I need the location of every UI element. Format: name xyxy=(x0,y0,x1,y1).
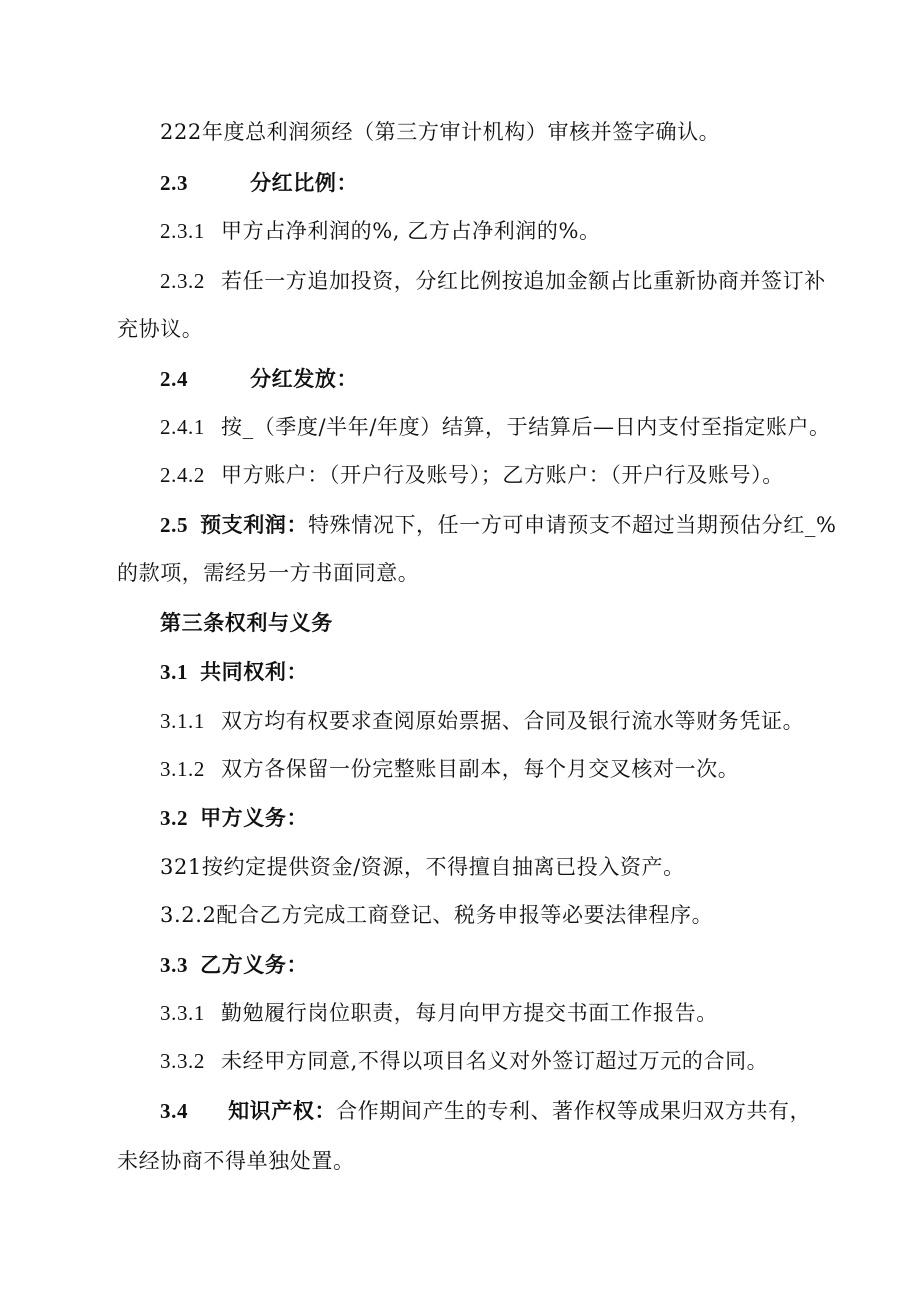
clause-text: 合作期间产生的专利、著作权等成果归双方共有， xyxy=(336,1099,812,1123)
clause-text: 勤勉履行岗位职责，每月向甲方提交书面工作报告。 xyxy=(221,1001,718,1025)
clause-3-3-2 xyxy=(160,1046,768,1076)
clause-text: 未经协商不得单独处置。 xyxy=(117,1149,355,1173)
section-number: 3.2 xyxy=(160,806,189,830)
clause-2-5 xyxy=(160,510,837,540)
heading-3-3 xyxy=(160,950,308,980)
clause-3-4 xyxy=(160,1096,811,1126)
heading-text: 分红比例： xyxy=(250,170,359,195)
clause-number: 2.3.2 xyxy=(160,269,205,293)
clause-3-4-continued xyxy=(117,1146,355,1176)
clause-3-1-1 xyxy=(160,706,804,736)
clause-text: 3.2.2配合乙方完成工商登记、税务申报等必要法律程序。 xyxy=(160,903,714,927)
clause-number: 2.3.1 xyxy=(160,219,205,243)
heading-text: 乙方义务： xyxy=(200,952,309,977)
clause-text: 充协议。 xyxy=(117,317,204,341)
heading-2-4 xyxy=(160,364,358,394)
clause-text: 甲方账户：（开户行及账号）；乙方账户：（开户行及账号）。 xyxy=(221,463,784,487)
clause-2-3-2-continued xyxy=(117,314,203,344)
clause-text: 的款项，需经另一方书面同意。 xyxy=(117,561,420,585)
clause-number: 3.3.1 xyxy=(160,1001,205,1025)
clause-2-5-continued xyxy=(117,558,419,588)
clause-number: 2.4.1 xyxy=(160,415,205,439)
clause-text: 特殊情况下，任一方可申请预支不超过当期预估分红_% xyxy=(308,513,837,537)
clause-3-3-1 xyxy=(160,998,718,1028)
section-number: 2.4 xyxy=(160,367,189,391)
heading-text: 甲方义务： xyxy=(200,805,309,830)
clause-text: 321按约定提供资金/资源，不得擅自抽离已投入资产。 xyxy=(160,855,685,879)
clause-2-4-2 xyxy=(160,460,784,490)
clause-text: 未经甲方同意,不得以项目名义对外签订超过万元的合同。 xyxy=(221,1049,769,1073)
clause-2-3-2 xyxy=(160,266,826,296)
clause-text: 双方各保留一份完整账目副本，每个月交叉核对一次。 xyxy=(221,757,740,781)
clause-number: 3.3.2 xyxy=(160,1049,205,1073)
article-title: 第三条权利与义务 xyxy=(160,610,333,635)
section-number: 3.3 xyxy=(160,953,189,977)
clause-label: 预支利润： xyxy=(200,512,309,537)
clause-text: 按_（季度/半年/年度）结算，于结算后—日内支付至指定账户。 xyxy=(221,415,831,439)
article-3-heading xyxy=(160,608,333,638)
heading-2-3 xyxy=(160,168,358,198)
heading-text: 分红发放： xyxy=(250,366,359,391)
text-audit-confirmation: 222年度总利润须经（第三方审计机构）审核并签字确认。 xyxy=(160,120,721,144)
clause-number: 3.1.2 xyxy=(160,757,205,781)
clause-number: 3.4 xyxy=(160,1099,189,1123)
heading-text: 共同权利： xyxy=(200,659,309,684)
clause-label: 知识产权： xyxy=(228,1098,337,1123)
heading-3-1 xyxy=(160,657,308,687)
clause-3-2-1 xyxy=(160,852,685,882)
clause-3-1-2 xyxy=(160,754,739,784)
clause-text: 甲方占净利润的%, 乙方占净利润的%。 xyxy=(221,219,601,243)
clause-3-2-2 xyxy=(160,900,713,930)
clause-number: 2.4.2 xyxy=(160,463,205,487)
clause-text: 双方均有权要求查阅原始票据、合同及银行流水等财务凭证。 xyxy=(221,709,805,733)
section-number: 3.1 xyxy=(160,660,189,684)
clause-text: 若任一方追加投资，分红比例按追加金额占比重新协商并签订补 xyxy=(221,269,826,293)
section-number: 2.3 xyxy=(160,171,189,195)
clause-2-4-1 xyxy=(160,412,831,442)
paragraph-audit-confirmation xyxy=(160,117,720,147)
clause-number: 3.1.1 xyxy=(160,709,205,733)
clause-number: 2.5 xyxy=(160,513,189,537)
heading-3-2 xyxy=(160,803,308,833)
clause-2-3-1 xyxy=(160,216,601,246)
